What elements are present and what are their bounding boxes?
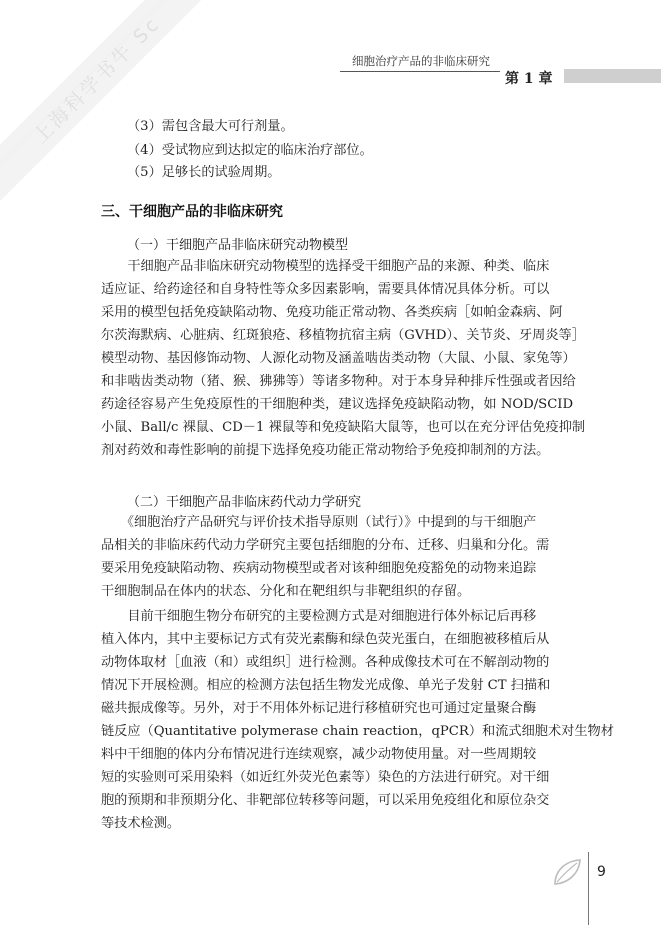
paragraph-line: 和非啮齿类动物（猪、猴、狒狒等）等诸多物种。对于本身异种排斥性强或者因给 [101, 374, 576, 389]
paragraph-line: 模型动物、基因修饰动物、人源化动物及涵盖啮齿类动物（大鼠、小鼠、家兔等） [101, 351, 576, 366]
paragraph-line: 剂对药效和毒性影响的前提下选择免疫功能正常动物给予免疫抑制剂的方法。 [101, 443, 550, 458]
subsection-heading-1: （一）干细胞产品非临床研究动物模型 [127, 238, 349, 253]
paragraph-line: 链反应（Quantitative polymerase chain reaction，qPCR）和流式细胞术对生物材 [101, 724, 614, 739]
list-item: （3）需包含最大可行剂量。 [127, 119, 294, 134]
paragraph-line: 磁共振成像等。另外，对于不用体外标记进行移植研究也可通过定量聚合酶 [101, 701, 537, 716]
paragraph-line: 干细胞产品非临床研究动物模型的选择受干细胞产品的来源、种类、临床 [101, 259, 550, 274]
chapter-label: 第 1 章 [505, 71, 553, 87]
paragraph-line: 适应证、给药途径和自身特性等众多因素影响，需要具体情况具体分析。可以 [101, 282, 550, 297]
paragraph-line: 小鼠、Ball/c 裸鼠、CD－1 裸鼠等和免疫缺陷大鼠等，也可以在充分评估免疫抑制 [101, 420, 586, 435]
watermark-text: 上海科学书牛 Sc [29, 12, 165, 148]
leaf-logo-icon [551, 857, 583, 887]
paragraph-line: 等技术检测。 [101, 816, 181, 831]
paragraph-line: 动物体取材［血液（和）或组织］进行检测。各种成像技术可在不解剖动物的 [101, 655, 550, 670]
subsection-heading-2: （二）干细胞产品非临床药代动力学研究 [127, 495, 362, 510]
paragraph-line: 采用的模型包括免疫缺陷动物、免疫功能正常动物、各类疾病［如帕金森病、阿 [101, 305, 563, 320]
paragraph-line: 品相关的非临床药代动力学研究主要包括细胞的分布、迁移、归巢和分化。需 [101, 538, 550, 553]
running-header-title: 细胞治疗产品的非临床研究 [352, 54, 490, 68]
footer-divider [588, 852, 589, 925]
paragraph-line: 情况下开展检测。相应的检测方法包括生物发光成像、单光子发射 CT 扫描和 [101, 678, 551, 693]
paragraph-line: 《细胞治疗产品研究与评价技术指导原则（试行）》中提到的与干细胞产 [101, 515, 537, 530]
paragraph-line: 尔茨海默病、心脏病、红斑狼疮、移植物抗宿主病（GVHD）、关节炎、牙周炎等］ [101, 328, 585, 343]
paragraph-line: 短的实验则可采用染料（如近红外荧光色素等）染色的方法进行研究。对干细 [101, 770, 550, 785]
paragraph-line: 干细胞制品在体内的状态、分化和在靶组织与非靶组织的存留。 [101, 584, 471, 599]
list-item: （5）足够长的试验周期。 [127, 165, 281, 180]
chapter-tab-bar [564, 69, 661, 83]
page-number: 9 [597, 864, 606, 880]
section-heading: 三、干细胞产品的非临床研究 [101, 204, 283, 220]
paragraph-line: 胞的预期和非预期分化、非靶部位转移等问题，可以采用免疫组化和原位杂交 [101, 793, 550, 808]
paragraph-line: 要采用免疫缺陷动物、疾病动物模型或者对该种细胞免疫豁免的动物来追踪 [101, 561, 537, 576]
header-rule [340, 71, 500, 72]
paragraph-line: 料中干细胞的体内分布情况进行连续观察，减少动物使用量。对一些周期较 [101, 747, 537, 762]
list-item: （4）受试物应到达拟定的临床治疗部位。 [127, 143, 373, 158]
paragraph-line: 药途径容易产生免疫原性的干细胞种类，建议选择免疫缺陷动物，如 NOD/SCID [101, 397, 574, 412]
paragraph-line: 目前干细胞生物分布研究的主要检测方式是对细胞进行体外标记后再移 [101, 609, 537, 624]
paragraph-line: 植入体内，其中主要标记方式有荧光素酶和绿色荧光蛋白，在细胞被移植后从 [101, 632, 550, 647]
